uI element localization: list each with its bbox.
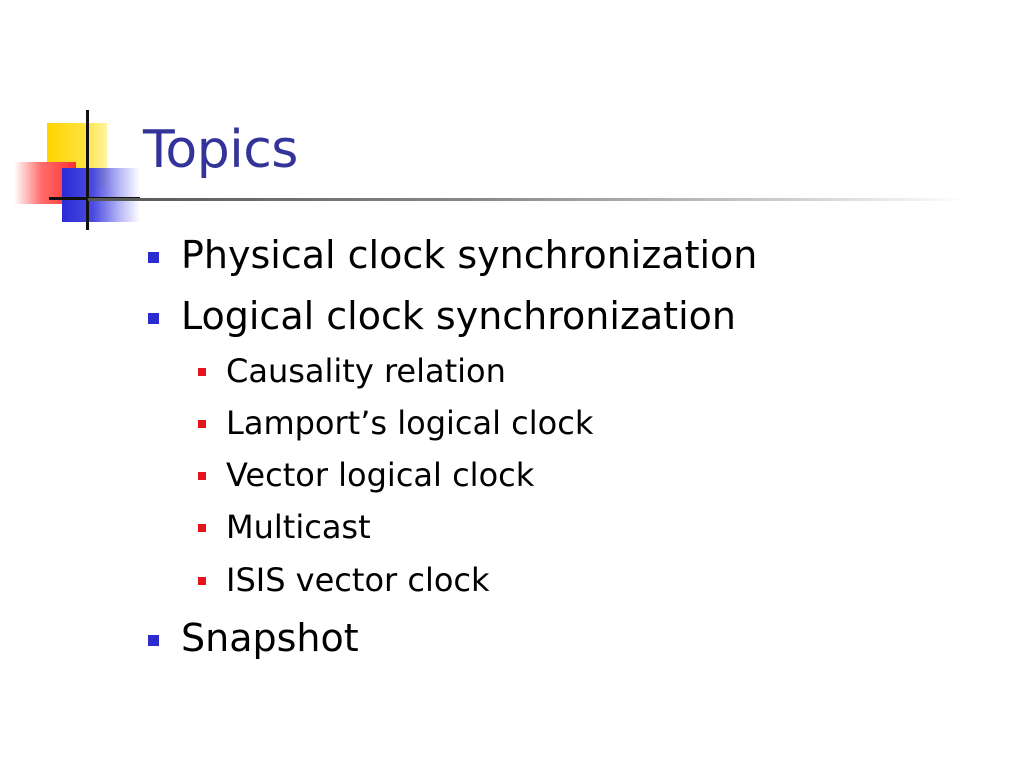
square-bullet-icon xyxy=(148,635,159,646)
bullet-text: Logical clock synchronization xyxy=(181,294,736,338)
logo-blue-square xyxy=(62,168,140,222)
sub-bullet-item xyxy=(198,456,534,494)
square-bullet-icon xyxy=(198,524,206,532)
sub-bullet-item xyxy=(198,508,371,546)
sub-bullet-item xyxy=(198,404,593,442)
title-underline-rule xyxy=(88,198,968,201)
slide-title: Topics xyxy=(143,120,298,180)
square-bullet-icon xyxy=(198,368,206,376)
square-bullet-icon xyxy=(198,420,206,428)
sub-bullet-text: Lamport’s logical clock xyxy=(226,404,594,442)
bullet-item xyxy=(148,233,757,277)
square-bullet-icon xyxy=(198,472,206,480)
logo-vertical-line xyxy=(86,110,89,230)
bullet-item xyxy=(148,616,359,660)
square-bullet-icon xyxy=(148,313,159,324)
sub-bullet-text: ISIS vector clock xyxy=(226,561,490,599)
bullet-item xyxy=(148,294,736,338)
square-bullet-icon xyxy=(198,577,206,585)
sub-bullet-item xyxy=(198,352,506,390)
sub-bullet-text: Multicast xyxy=(226,508,371,546)
sub-bullet-text: Vector logical clock xyxy=(226,456,535,494)
bullet-text: Physical clock synchronization xyxy=(181,233,758,277)
square-bullet-icon xyxy=(148,252,159,263)
sub-bullet-item xyxy=(198,561,490,599)
sub-bullet-text: Causality relation xyxy=(226,352,506,390)
bullet-text: Snapshot xyxy=(181,616,359,660)
